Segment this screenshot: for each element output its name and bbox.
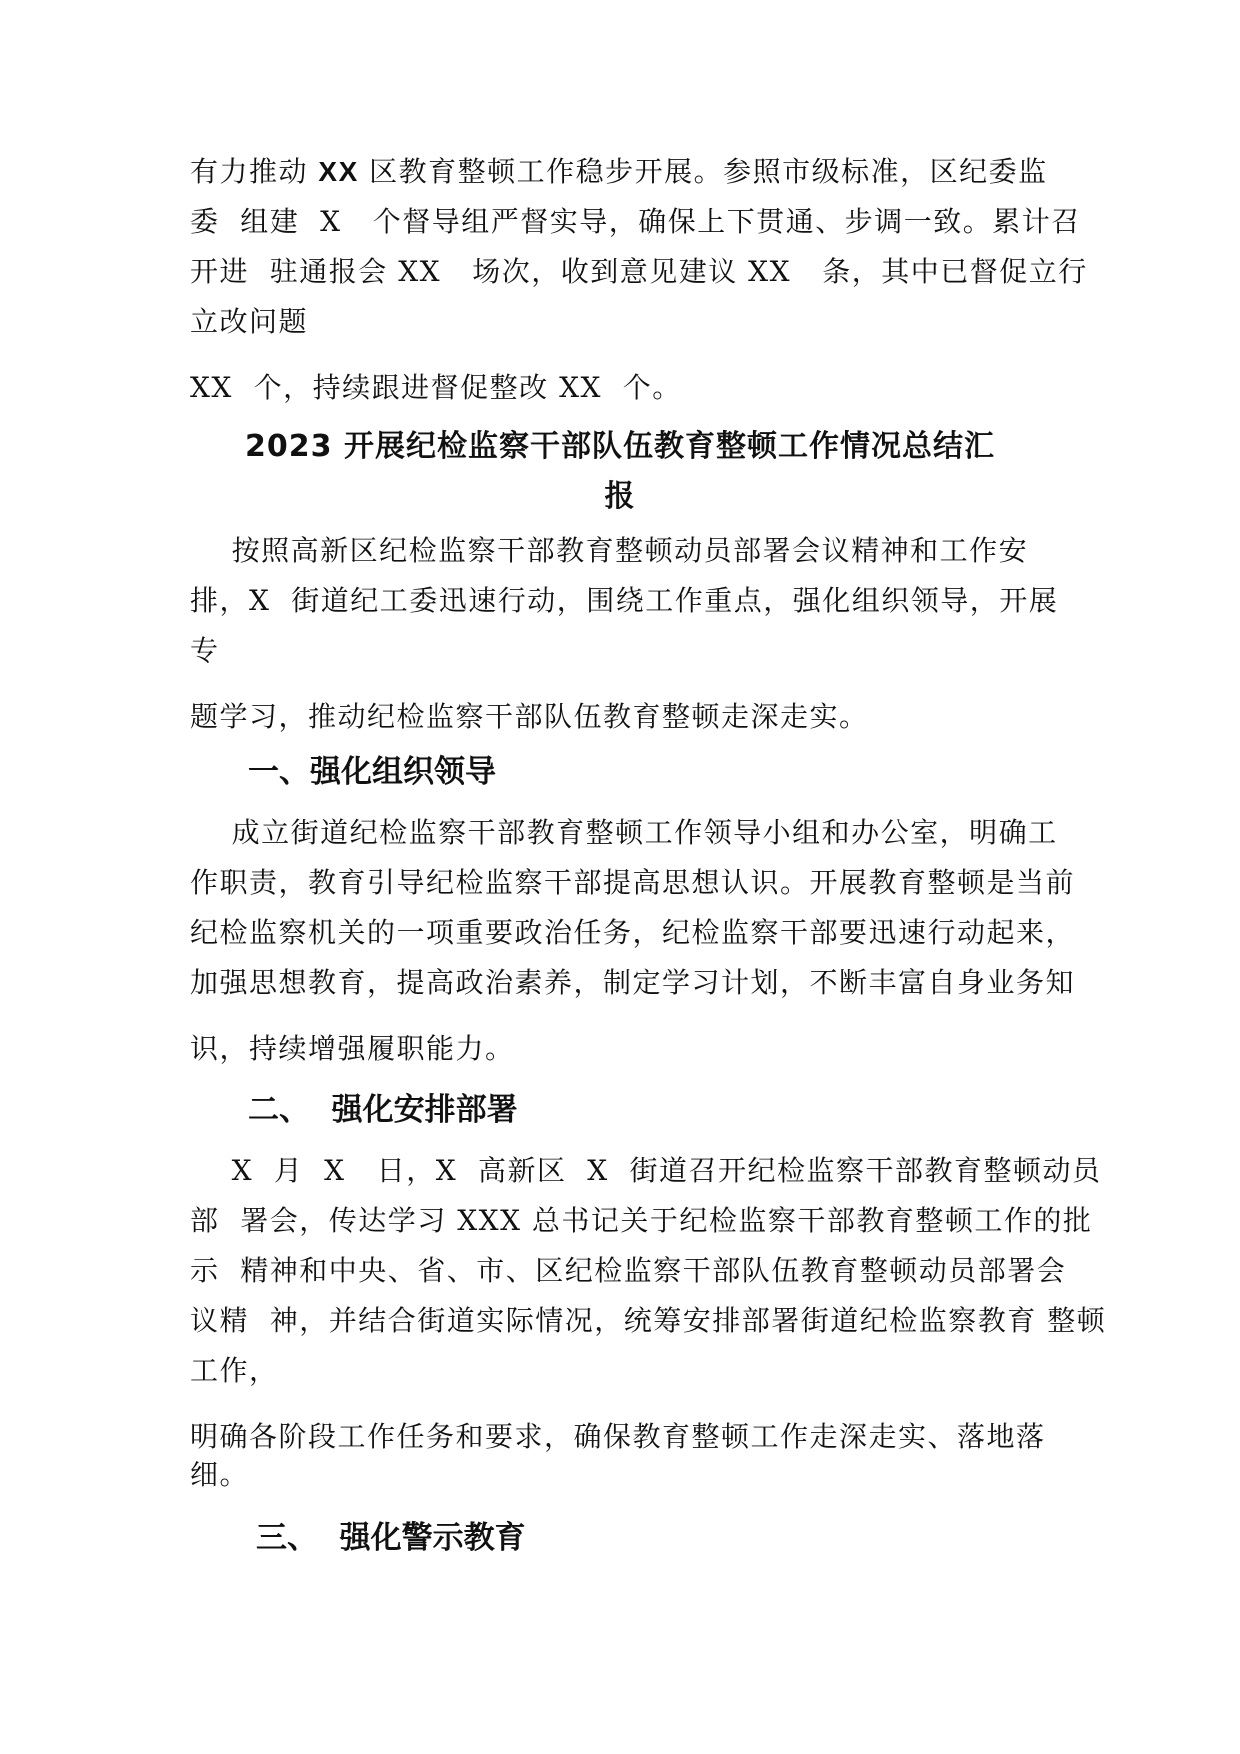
section2-line-2: 部 署会，传达学习 XXX 总书记关于纪检监察干部教育整顿工作的批	[190, 1204, 1093, 1237]
para1-line-1: 按照高新区纪检监察干部教育整顿动员部署会议精神和工作安	[190, 534, 1029, 567]
district-placeholder: XX	[318, 156, 359, 187]
section2-line-1: X 月 X 日，X 高新区 X 街道召开纪检监察干部教育整顿动员	[190, 1154, 1102, 1187]
section-2-heading: 二、 强化安排部署	[248, 1092, 518, 1128]
para1-line-2: 排，X 街道纪工委迅速行动，围绕工作重点，强化组织领导，开展	[190, 584, 1059, 617]
section1-line-5: 识，持续增强履职能力。	[190, 1032, 515, 1065]
document-title-line-1: 2023 开展纪检监察干部队伍教育整顿工作情况总结汇	[245, 429, 995, 464]
section2-line-3: 示 精神和中央、省、市、区纪检监察干部队伍教育整顿动员部署会	[190, 1254, 1067, 1287]
section2-line-5: 工作，	[190, 1354, 279, 1387]
section1-line-4: 加强思想教育，提高政治素养，制定学习计划，不断丰富自身业务知	[190, 966, 1076, 999]
section-1-heading: 一、强化组织领导	[248, 754, 496, 790]
para1-line-4: 题学习，推动纪检监察干部队伍教育整顿走深走实。	[190, 700, 869, 733]
intro-line-3: 开进 驻通报会 XX 场次，收到意见建议 XX 条，其中已督促立行	[190, 255, 1088, 288]
document-title-line-2: 报	[604, 479, 636, 514]
intro-line-5: XX 个，持续跟进督促整改 XX 个。	[190, 371, 682, 404]
section2-line-4: 议精 神，并结合街道实际情况，统筹安排部署街道纪检监察教育 整顿	[190, 1304, 1107, 1337]
intro-line-4: 立改问题	[190, 305, 309, 338]
intro-line-1: 有力推动 XX 区教育整顿工作稳步开展。参照市级标准，区纪委监	[190, 155, 1048, 188]
section2-line-6: 明确各阶段工作任务和要求，确保教育整顿工作走深走实、落地落	[190, 1420, 1046, 1453]
para1-line-3: 专	[190, 634, 220, 667]
intro-line-2: 委 组建 X 个督导组严督实导，确保上下贯通、步调一致。累计召	[190, 205, 1081, 238]
section1-line-3: 纪检监察机关的一项重要政治任务，纪检监察干部要迅速行动起来，	[190, 916, 1076, 949]
section1-line-2: 作职责，教育引导纪检监察干部提高思想认识。开展教育整顿是当前	[190, 866, 1076, 899]
section-3-heading: 三、 强化警示教育	[256, 1520, 526, 1556]
section1-line-1: 成立街道纪检监察干部教育整顿工作领导小组和办公室，明确工	[190, 816, 1058, 849]
section2-line-7: 细。	[190, 1458, 250, 1491]
